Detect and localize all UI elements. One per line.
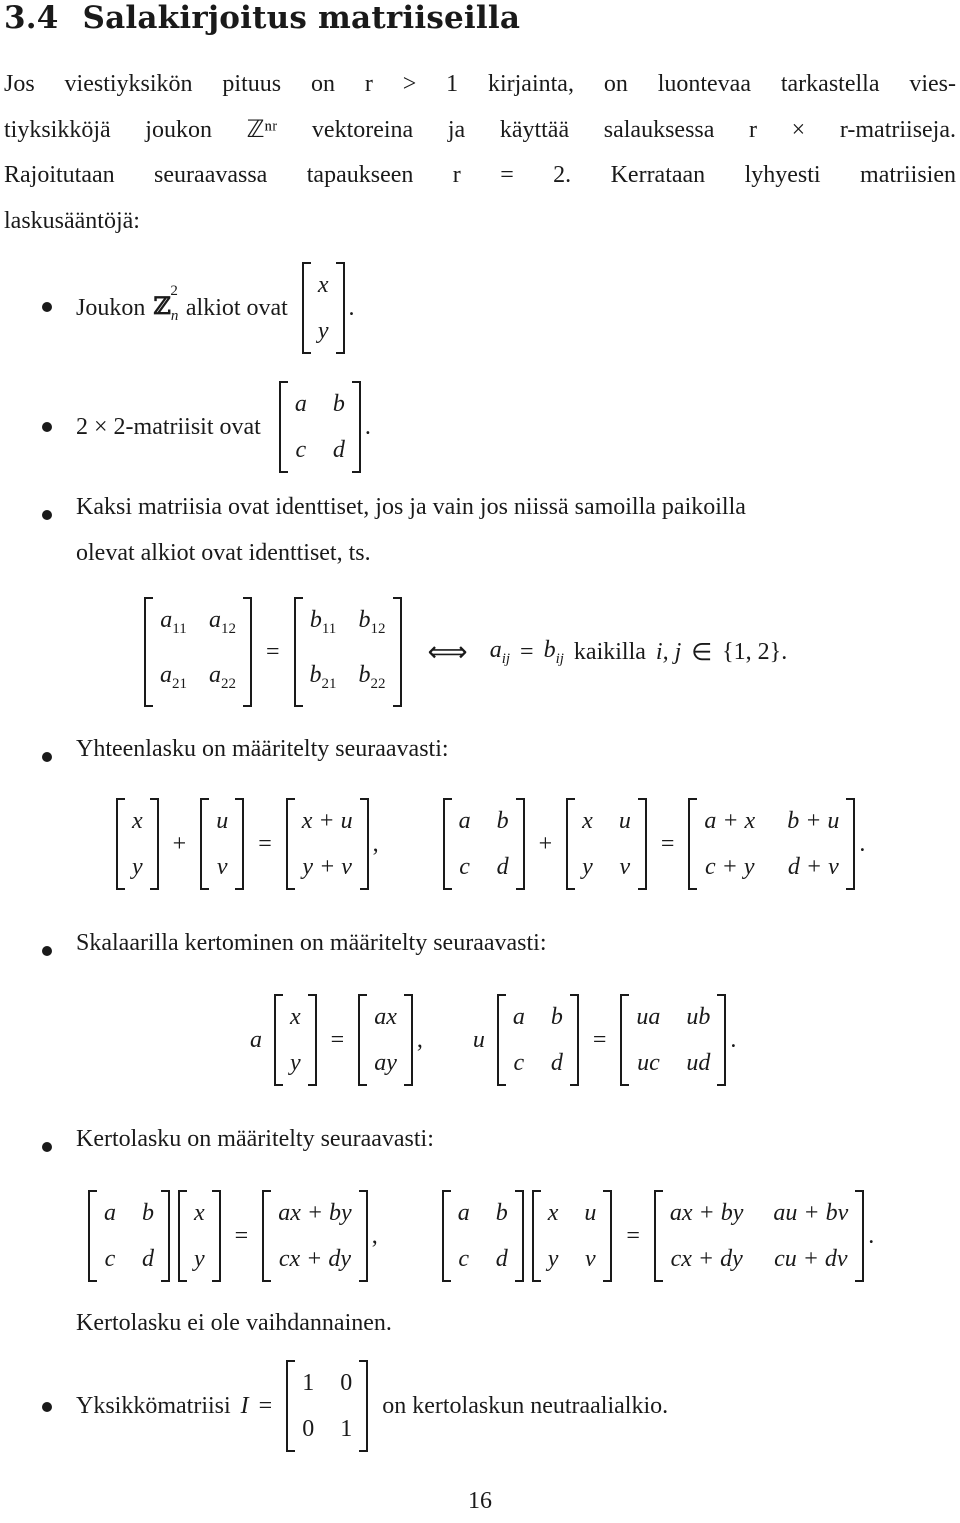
bullet-3-line-1: Kaksi matriisia ovat identtiset, jos ja vain jos niissä samoilla paikoilla [76, 494, 746, 520]
mat-b: b [332, 391, 345, 417]
bullet-6-note: Kertolasku ei ole vaihdannainen. [76, 1310, 392, 1336]
section-heading [4, 0, 520, 36]
section-title: Salakirjoitus matriiseilla [82, 0, 521, 36]
bullet-2-text: 2 × 2-matriisit ovat [76, 413, 261, 440]
intro-line-4: laskusääntöjä: [4, 207, 140, 234]
bullet-4-text: Yhteenlasku on määritelty seuraavasti: [76, 736, 449, 762]
scalar-equation: a x y = ax ay , u a b c d = ua ub uc ud . [250, 992, 736, 1088]
page: 3.4 Salakirjoitus matriiseilla Jos viestiyksikön pituus on r > 1 kirjainta, on luontevaa tarkastella vies- tiyksikköjä joukon ℤⁿʳ vektoreina ja käyttää salauksessa r × r-matriiseja. Rajoitutaan seuraavassa tapaukseen r = 2. Kerrataan lyhyesti matriisien laskusääntöjä: Joukon ℤ$_n^2$ alkiot ovat x y . 2 × 2-matriisit ovat a b c d . Kaksi matriisia ovat identtiset, jos ja vain jos niissä samoilla paikoilla olevat alkiot ovat identtiset, ts. $a_{11}$ $a_{12}$ $a_{21}$ $a_{22}$ = $b_{11}$ $b_{12}$ $b_{21}$ $b_{22}$ ⟺ $a_{ij}$ = $b_{ij}$ kaikilla i, j ∈ {1, 2}. Yhteenlasku on määritelty seuraavasti: x y + u v = x + u y + v , a b c d + x u y v = a + x b + u c + y d + v . Skalaarilla kertominen on määritelty seuraavasti: a x y = ax ay , u a b c d = ua ub uc ud . Kertolasku on määritelty seuraavasti: a b c d x y = ax + by cx + dy , a b c d x u y v = ax + by au + bv cx + dy cu + dv . Kertolasku ei ole vaihdannainen. Yksikkömatriisi I = 1 0 0 1 on kertolaskun neutraalialkio. 16 [0, 0, 960, 1523]
bullet-3-line-2: olevat alkiot ovat identtiset, ts. [76, 540, 371, 566]
intro-line-3: Rajoitutaan seuraavassa tapaukseen r = 2. Kerrataan lyhyesti matriisien [4, 162, 956, 188]
equality-equation: $a_{11}$ $a_{12}$ $a_{21}$ $a_{22}$ = $b_{11}$ $b_{12}$ $b_{21}$ $b_{22}$ ⟺ $a_{ij}$ = $b_{ij}$ kaikilla i, j ∈ {1, 2}. [140, 604, 787, 700]
bullet-3-rhs: kaikilla [573, 638, 646, 665]
bullet-6-text: Kertolasku on määritelty seuraavasti: [76, 1126, 434, 1152]
matrix-a: $a_{11}$ $a_{12}$ $a_{21}$ $a_{22}$ [144, 597, 252, 707]
bullet-dot [42, 510, 52, 520]
intro-line-2: tiyksikköjä joukon ℤⁿʳ vektoreina ja käyttää salauksessa r × r-matriiseja. [4, 116, 956, 143]
addition-equation: x y + u v = x + u y + v , a b c d + x u y v = a + x b + u c + y d + v . [112, 796, 865, 892]
bullet-dot [42, 422, 52, 432]
page-number: 16 [468, 1488, 492, 1514]
multiplication-equation: a b c d x y = ax + by cx + dy , a b c d x u y v = ax + by au + bv cx + dy cu + dv . [84, 1188, 874, 1284]
set-symbol: ℤ$_n^2$ [153, 283, 179, 324]
mat-a: a [294, 391, 307, 417]
mat-d: d [332, 437, 345, 463]
matrix-abcd [279, 381, 361, 473]
mat-c: c [295, 437, 307, 463]
intro-paragraph [4, 62, 956, 244]
intro-line-1: Jos viestiyksikön pituus on r > 1 kirjainta, on luontevaa tarkastella vies- [4, 71, 956, 97]
bullet-5-text: Skalaarilla kertominen on määritelty seuraavasti: [76, 930, 547, 956]
vector-xy [302, 262, 345, 354]
bullet-dot [42, 1402, 52, 1412]
bullet-7-text: Yksikkömatriisi [76, 1392, 231, 1419]
iff-arrow: ⟺ [427, 637, 468, 668]
vec-y: y [317, 318, 329, 344]
identity-matrix: 1 0 0 1 [286, 1360, 368, 1452]
bullet-dot [42, 1142, 52, 1152]
section-number: 3.4 [4, 0, 59, 36]
bullet-dot [42, 946, 52, 956]
bullet-dot [42, 752, 52, 762]
bullet-1-text: Joukon [76, 294, 146, 321]
bullet-7-after: on kertolaskun neutraalialkio. [382, 1392, 669, 1419]
bullet-dot [42, 302, 52, 312]
vec-x: x [317, 272, 329, 298]
matrix-b: $b_{11}$ $b_{12}$ $b_{21}$ $b_{22}$ [294, 597, 402, 707]
bullet-1-after: alkiot ovat [185, 294, 288, 321]
